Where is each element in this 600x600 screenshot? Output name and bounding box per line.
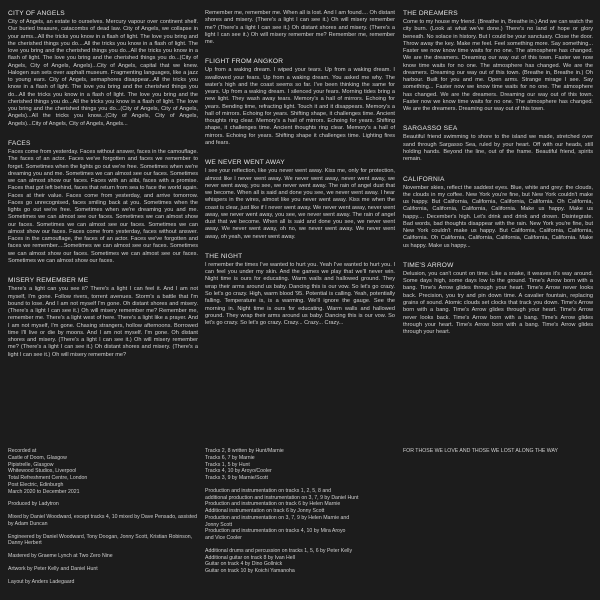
song-lyrics: Delusion, you can't count on time. Like a snake, it weaves it's way around. Some days high, some days low to the ground. Time's Arrow born with a bang. Time's Arrow glides through your heart. Time's Arrow never looks back. Precision, you try and pin down time. A cavalier fountain, replacing grains of sound. Atomic clouds set clocks that track you down. Time's Arrow born with a bang. Time's Arrow glides through your heart. Time's Arrow never looks back. Time's Arrow born with a bang. Time's Arrow glides through your heart. Time's Arrow born with a bang. Time's Arrow glides through your heart.: [403, 270, 593, 336]
credit-line: Tracks 1, 5 by Hunt: [205, 461, 250, 468]
credit-line: Production and instrumentation on tracks 4, 10 by Mira Aroyo: [205, 528, 346, 535]
song-title: MISERY REMEMBER ME: [8, 277, 89, 285]
credit-line: Engineered by Daniel Woodward, Tony Doogan, Jonny Scott, Kristian Robinson, Danny Herbert: [8, 533, 193, 547]
credit-line: Produced by Ladytron: [8, 501, 59, 508]
song-title: SARGASSO SEA: [403, 125, 458, 133]
credit-paragraph: [205, 448, 395, 482]
credit-line: Pipistrelle, Glasgow: [8, 461, 54, 468]
song-block: [403, 262, 593, 336]
song-block: [205, 159, 395, 241]
credit-line: Additional guitar on track 8 by Ivan Hell: [205, 554, 295, 561]
song-title: CITY OF ANGELS: [8, 10, 65, 17]
credit-line: Production and instrumentation on 3, 7, 9 by Helen Marnie and: [205, 514, 350, 521]
credit-line: Production and instrumentation on tracks 1, 2, 5, 8 and: [205, 487, 332, 494]
credit-line: Castle of Doom, Glasgow: [8, 454, 67, 461]
credit-paragraph: [8, 579, 198, 586]
song-lyrics: I see your reflection, like you never went away. Kiss me, only for protection, almost like I never went away. We never went away, never went away, we never went away, you see, we never went away. The rain of angel dust that we become. When all is said and done you see, we never went away. I hear whispers in the wires, almost like you never went away. Kiss me when the coast is clear, just like if I never went away. We never went away, never went away, we never went away, you see, we never went away. The rain of angel dust that we become. When all is said and done you see, we never went away. We never went away, oh no, we never went away. We never went away, oh yeah, we never went away.: [205, 168, 395, 240]
song-title: THE NIGHT: [205, 252, 243, 260]
credit-line: Total Refreshment Centre, London: [8, 475, 88, 481]
credit-paragraph: [205, 488, 395, 542]
credit-paragraph: [8, 553, 198, 560]
credit-line: Production and instrumentation on track 6 by Helen Marnie: [205, 501, 341, 508]
song-block: [8, 10, 198, 128]
lyrics-column-left: [8, 10, 198, 371]
credit-line: March 2020 to December 2021: [8, 488, 80, 495]
song-block: [205, 10, 395, 46]
song-lyrics: There's a light can you see it? There's a light I can feel it. And I am not myself, I'm gone. Follow rivers, torrent avenues. Storm's a battle that I'm bound to lose. And I am not myself I'm gone. Oh distant shores and misery. (There's a light I can see it.) Oh will misery remember me? Remember me, remember me. There's a light west of here. There's a light like a prayer. And I am not myself, I'm gone. Chasing strangers, hollow afternoons. Borrowed time I'll live or die by moons. And I am not myself. I'm gone. Oh distant shores and misery. (There's a light I can see it.) Oh will misery remember me? (There's a light I can see it.) Oh distant shores and misery. (There's a light I can see it.) Oh will misery remember me?: [8, 286, 198, 358]
song-title: FACES: [8, 139, 31, 147]
credit-paragraph: [205, 548, 395, 575]
credit-line: Jonny Scott: [205, 521, 233, 528]
dedication: [403, 448, 593, 461]
song-lyrics: Faces come from yesterday. Faces without answer, faces in the camouflage. The faces of an actor. Faces we've forgotten and faces we remember to forget. Sometimes when the lights go out we're free. Sometimes when we're dreaming you and me. Sometimes we can almost see our faces. Sometimes we can almost show our faces. Faces with an alibi, faces with a promise. Faces that got left behind, faces that return from sea to face the world again. Faces at their value. Faces come from yesterday, and arrive tomorrow. Faces go unrecognised, faces smiling back at you. Sometimes when the lights go out we're free. Sometimes when we're dreaming you and me. Sometimes we can almost see our faces. Sometimes we can almost show our faces. Sometimes we can almost see our faces. Sometimes we can almost show our faces. Faces come from yesterday, faces without answer. Faces in the camouflage, the faces of an actor. Faces we've forgotten and faces we remember....Sometimes we can almost see our faces. Sometimes we can almost show our faces. Sometimes we can almost see our faces. Sometimes we can almost show our faces.: [8, 148, 198, 264]
song-title: FLIGHT FROM ANGKOR: [205, 58, 284, 66]
song-title: CALIFORNIA: [403, 175, 445, 183]
credit-line: FOR THOSE WE LOVE AND THOSE WE LOST ALONG THE WAY: [403, 448, 558, 454]
credit-paragraph: [403, 448, 593, 455]
song-title: TIME'S ARROW: [403, 261, 454, 269]
credit-paragraph: [8, 501, 198, 508]
song-block: [403, 10, 593, 113]
credit-line: Tracks 6, 7 by Marnie: [205, 454, 255, 461]
song-lyrics: I remember the times I've wanted to hurt you. Yeah I've wanted to hurt you. I can feel you under my skin. And the games we play that we'll never win. Night time is ours for educating. Warm walls and hallowed ground. They wrap their arms around us baby. Dancing this is our vow. So let's go crazy. So let's go crazy. High, warm blood '95. Potential is calling. Yeah, potentially falling. Temperature is, is a warming. We'll ignore the gauge. See the morning in. Night time is ours for educating. Warm walls and hallowed ground. They wrap their arms around us baby. Dancing this is our vow. So let's go crazy. So let's go crazy. Crazy... Crazy... Crazy...: [205, 261, 395, 327]
song-lyrics: November skies, reflect the saddest eyes. Blue, white and grey: the clouds, the clouds in my coffee. New York you're fine, but New York couldn't make us happy. But California, California, California, California. Oh California, California, California, California, California. Make us happy. Make us happy.... December's high. Let's drink and drink and drown. Disintegrate. Bad words, bad thoughts disappear with the rain. New York you're fine, but New York couldn't make us happy. But California, California, California, California. Oh California, California, California, California, California. Make us happy. Make us happy...: [403, 184, 593, 249]
credits-recording: [8, 448, 198, 591]
credit-line: Mixed by Daniel Woodward, except tracks 4, 10 mixed by Dave Pensado, assisted by Adam Duncan: [8, 514, 198, 527]
song-block: [205, 58, 395, 147]
credit-line: Artwork by Peter Kelly and Daniel Hunt: [8, 565, 98, 572]
song-block: [403, 176, 593, 250]
song-title: WE NEVER WENT AWAY: [205, 159, 285, 167]
song-title: THE DREAMERS: [403, 10, 458, 17]
credit-line: Guitar on track 10 by Koichi Yamanoha: [205, 568, 295, 574]
credit-line: Additional drums and percussion on tracks 1, 5, 6 by Peter Kelly: [205, 547, 353, 554]
song-lyrics: Beautiful friend swimming to shore to the island we made, stretched over sand through Sargasso Sea, ruled by your heart. Off with our heads, still holding hands. Beyond the line, out of the frame. Beautiful friend, spirits remain.: [403, 134, 593, 163]
credit-line: Post Electric, Edinburgh: [8, 481, 64, 488]
song-lyrics: Remember me, remember me. When all is lost. And I am found.... Oh distant shores and misery. (There's a light I can see it.) Oh will misery remember me? (There's a light I can see it.) Oh distant shores and misery. (There's a light I can see it.) Oh will misery remember me? Remember me, remember me.: [205, 10, 395, 46]
credits-writing-production: [205, 448, 395, 581]
credit-line: Tracks 2, 8 written by Hunt/Marnie: [205, 448, 284, 454]
song-lyrics: Come to my house my friend. (Breathe in, Breathe in.) And we can watch the city burn. (Look at what we've done.) There's no land of hope or glory beneath. No solace in history. But I could be your sanctuary. Close the door. Throw away the key. Make me feel. Feel something more. Say something... Faster we now know time waits for no one. The atmosphere has changed. We are the dreamers. Dreaming our way out of this town. Faster we now know time waits for no one. The atmosphere has changed. We are the dreamers. Dreaming our way out of this town. (Breathe in, Breathe in.) Oh harbour. Built for you and me. Open arms. Strange mirage I see. Say something... Faster now we know time waits for no one. The atmosphere has changed. We are the dreamers. Dreaming our way out of this town. Faster now we know time waits for no one. The atmosphere has changed. We are the dreamers. Dreaming our way out of this town.: [403, 19, 593, 113]
song-lyrics: Up from a waking dream. I wiped your tears. Up from a waking dream. I swallowed your fears. Up from a waking dream. You asked me why. The water's high and the coast seems so far. I've been thinking the same for years. Up from a waking dream. I silenced your fears. Morning tides bring a new light. They wash away tears. Memory's a hall of mirrors. Echoing for years. Bending time, refracting light. Touch it and it disappears. Memory's a hall of mirrors. Echoing for years. Shifting shape, it challenges time. Ancient thoughts ring clear. Memory's a hall of mirrors. Echoing for years. Shifting shape, it challenges time. Ancient thoughts ring clear. Memory's a hall of mirrors. Echoing for years. Shifting shape it challenges time. Lighting fires and fears.: [205, 67, 395, 146]
song-block: [205, 253, 395, 327]
credit-line: and Vice Cooler: [205, 535, 242, 541]
credit-paragraph: [8, 534, 198, 548]
lyrics-column-right: [403, 10, 593, 348]
credit-line: Tracks 3, 9 by Marnie/Scott: [205, 475, 268, 481]
credit-line: Tracks 4, 10 by Aroyo/Cooler: [205, 468, 272, 475]
credit-paragraph: [8, 448, 198, 495]
song-block: [8, 277, 198, 359]
credit-paragraph: [8, 514, 198, 528]
credit-line: Layout by Anders Ladegaard: [8, 578, 75, 585]
credit-line: Additional instrumentation on track 6 by Jonny Scott: [205, 508, 325, 514]
credit-line: Recorded at: [8, 448, 37, 454]
credit-line: Whitewood Studios, Liverpool: [8, 468, 77, 475]
lyrics-column-middle: [205, 10, 395, 339]
credit-line: additional production and instrumentation on 3, 7, 9 by Daniel Hunt: [205, 494, 359, 501]
credit-paragraph: [8, 566, 198, 573]
song-block: [403, 125, 593, 163]
song-block: [8, 140, 198, 265]
credit-line: Mastered by Graeme Lynch at Two Zero Nine: [8, 553, 113, 559]
song-lyrics: City of Angels, an estate to ourselves. Mercury vapour over continent shelf. Our buried treasure, catacombs of dead law. City of Angels, we collapse in your arms...All the tricks you know in a flash of light. The love you bring and the cherished things you do....All the tricks you know in a flash of light. The love you bring and the cherished things you do...All the tricks you know in a flash of light. The love you bring and the cherished things you do...(City of Angels, City of Angels, Angels)...City of Angels, capital that we knew. Halogen sun sets over asphalt museum. Fragmenting languages, like a jazz to young ears. City of Angels, semaphores disappear...All the tricks you know in a flash of light. The love you bring and the cherished things you do...All the tricks you know in a flash of light. The love you bring and the cherished things you do...All the tricks you know in a flash of light. The love you bring and the cherished things you do...(City of Angels, City of Angels, Angels)...All the tricks you know...(City of Angels, City of Angels, Angels)...City of Angels, City of Angels, Angels...: [8, 19, 198, 127]
credit-line: Guitar on track 4 by Dino Gollnick: [205, 561, 283, 568]
